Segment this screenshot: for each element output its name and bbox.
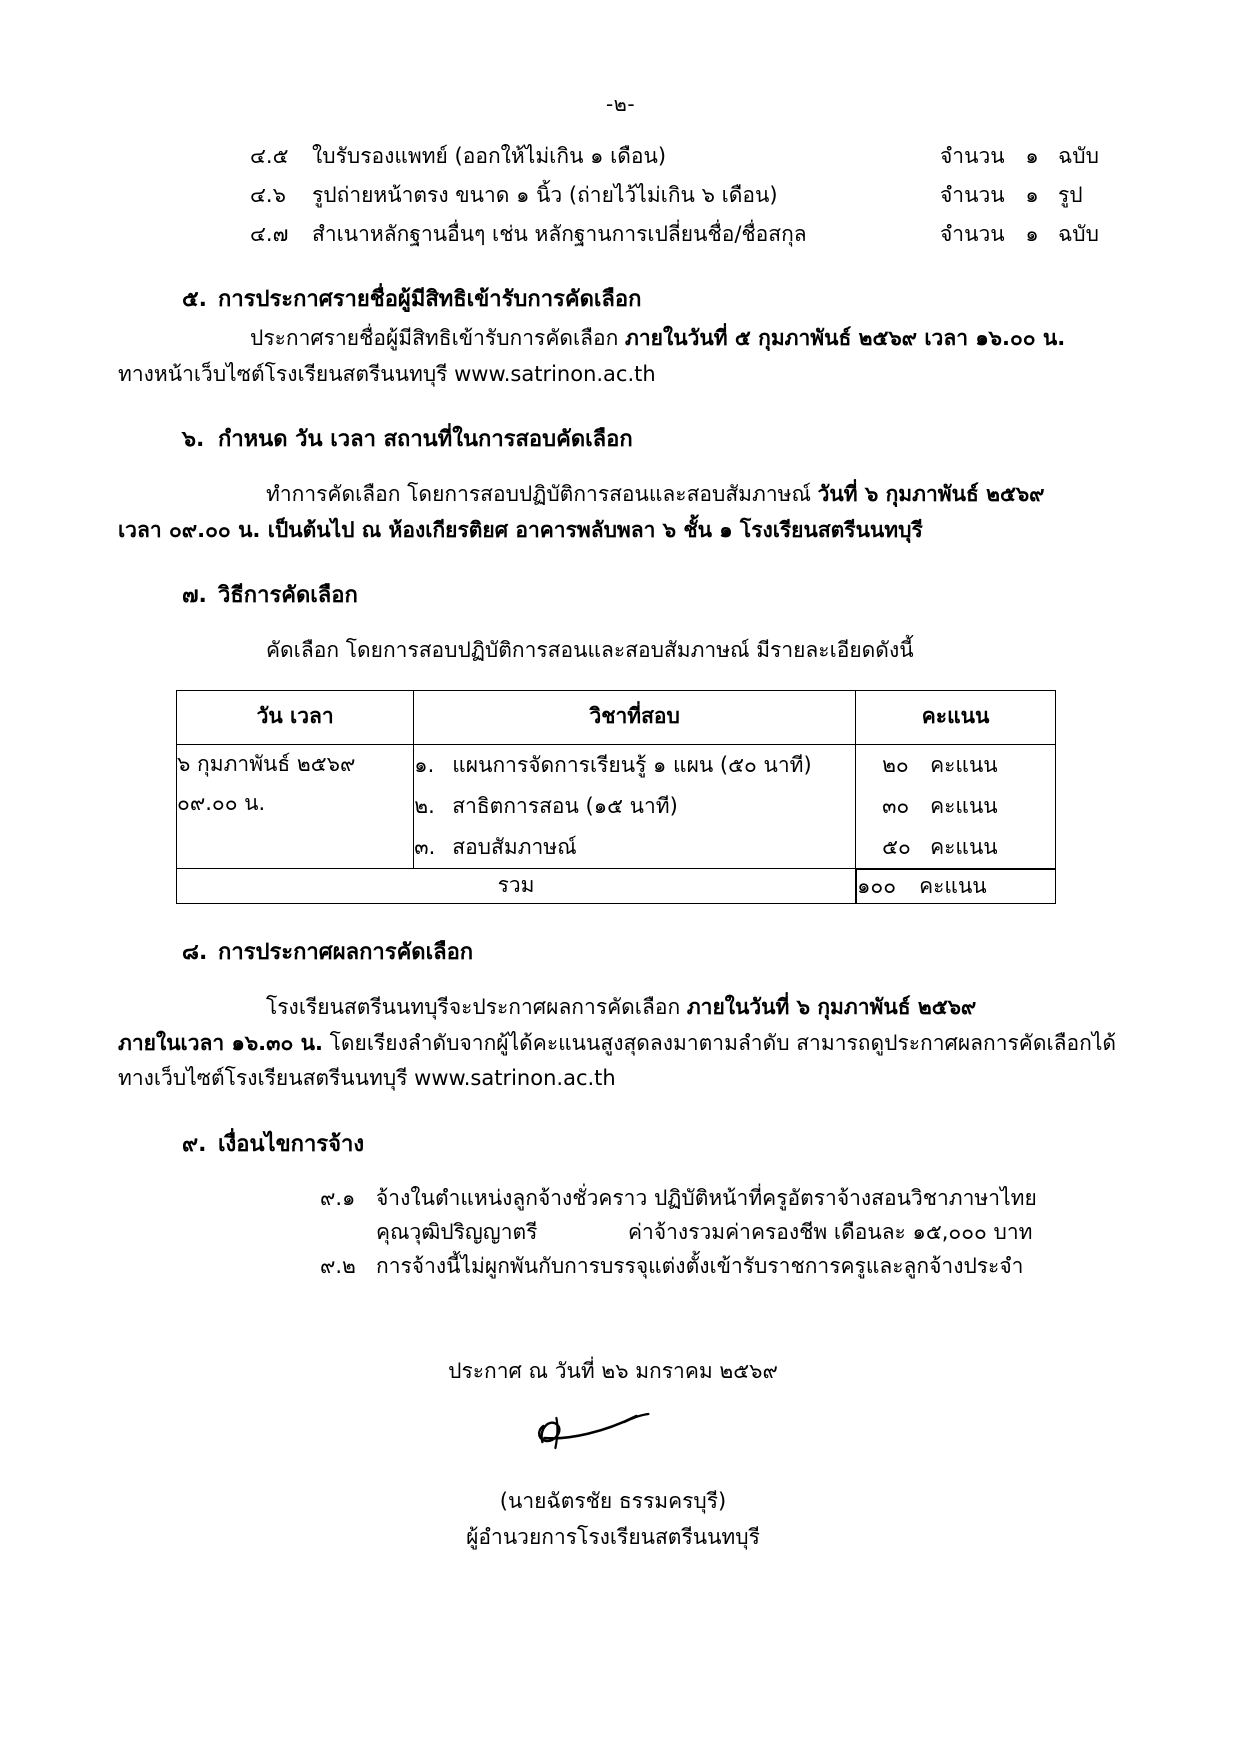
section5-paragraph xyxy=(118,322,1128,356)
section6-paragraph xyxy=(118,478,1128,512)
section7-text-1: คัดเลือก โดยการสอบปฏิบัติการสอนและสอบสัมภาษณ์ มีรายละเอียดดังนี้ xyxy=(266,638,914,663)
section8-website: ทางเว็บไซต์โรงเรียนสตรีนนทบุรี www.satrinon.ac.th xyxy=(118,1066,616,1091)
signature-area xyxy=(118,1388,1128,1484)
section6-bold-location: เวลา ๐๙.๐๐ น. เป็นต้นไป ณ ห้องเกียรติยศ อาคารพลับพลา ๖ ชั้น ๑ โรงเรียนสตรีนนทบุรี xyxy=(118,517,923,542)
section-number: ๕. xyxy=(182,287,208,312)
section-heading-6 xyxy=(118,421,1128,456)
list-item xyxy=(118,179,1128,212)
cell-daytime xyxy=(177,744,414,868)
score-value: ๕๐ xyxy=(882,834,911,859)
section-heading-9 xyxy=(118,1126,1128,1161)
document-body xyxy=(118,140,1128,1555)
section-title: วิธีการคัดเลือก xyxy=(218,583,358,609)
section8-website-line xyxy=(118,1062,1128,1096)
salary-line xyxy=(118,1215,1128,1249)
section7-paragraph xyxy=(118,634,1128,668)
table-total-row xyxy=(177,868,1056,904)
exam-date: ๖ กุมภาพันธ์ ๒๕๖๙ xyxy=(177,751,356,776)
sub-item-number: ๙.๒ xyxy=(320,1254,356,1279)
item-quantity xyxy=(940,179,1128,212)
item-text: รูปถ่ายหน้าตรง ขนาด ๑ นิ้ว (ถ่ายไว้ไม่เกิน ๖ เดือน) xyxy=(312,183,778,207)
signer-name: (นายฉัตรชัย ธรรมครบุรี) xyxy=(499,1489,727,1514)
section5-bold-date: ภายในวันที่ ๕ กุมภาพันธ์ ๒๕๖๙ เวลา ๑๖.๐๐ น. xyxy=(625,326,1066,350)
total-score-unit: คะแนน xyxy=(919,873,987,898)
table-body xyxy=(177,744,1056,903)
section-heading-7 xyxy=(118,577,1128,612)
section-title: การประกาศผลการคัดเลือก xyxy=(218,940,474,966)
section-heading-8 xyxy=(118,934,1128,969)
page-number: -๒- xyxy=(605,92,636,116)
item-text: ใบรับรองแพทย์ (ออกให้ไม่เกิน ๑ เดือน) xyxy=(312,144,667,168)
section6-bold-date: วันที่ ๖ กุมภาพันธ์ ๒๕๖๙ xyxy=(817,482,1045,507)
exam-schedule-table xyxy=(176,690,1056,904)
item-number: ๔.๖ xyxy=(250,183,286,207)
signature-mark-icon xyxy=(524,1398,694,1478)
total-label: รวม xyxy=(177,868,856,904)
signer-title: ผู้อำนวยการโรงเรียนสตรีนนทบุรี xyxy=(466,1524,760,1549)
degree-label: คุณวุฒิปริญญาตรี xyxy=(376,1220,538,1245)
section9-item-list xyxy=(118,1181,1128,1283)
subject-item xyxy=(414,786,855,827)
total-score-value: ๑๐๐ xyxy=(857,873,897,898)
quantity-label: จำนวน xyxy=(940,183,1005,207)
quantity-unit: รูป xyxy=(1058,183,1083,207)
attachment-item-list xyxy=(118,140,1128,251)
section8-paragraph xyxy=(118,991,1128,1025)
subject-number: ๒. xyxy=(414,793,435,818)
score-value: ๒๐ xyxy=(882,752,909,777)
item-quantity xyxy=(940,218,1128,251)
subject-text: สาธิตการสอน (๑๕ นาที) xyxy=(452,793,678,818)
item-text: สำเนาหลักฐานอื่นๆ เช่น หลักฐานการเปลี่ยนชื่อ/ชื่อสกุล xyxy=(312,222,807,246)
subject-item xyxy=(414,745,855,786)
section-number: ๖. xyxy=(182,427,205,453)
section-title: เงื่อนไขการจ้าง xyxy=(218,1132,365,1158)
section8-text-1: โรงเรียนสตรีนนทบุรีจะประกาศผลการคัดเลือก xyxy=(266,995,687,1020)
column-header-daytime: วัน เวลา xyxy=(177,690,414,744)
score-item xyxy=(856,827,1055,868)
score-item xyxy=(856,786,1055,827)
score-unit: คะแนน xyxy=(930,834,998,859)
section8-bold-time: ภายในเวลา ๑๖.๓๐ น. xyxy=(118,1030,323,1055)
table-header xyxy=(177,690,1056,744)
quantity-label: จำนวน xyxy=(940,222,1005,246)
section-number: ๘. xyxy=(182,940,208,966)
section8-text-2: โดยเรียงลำดับจากผู้ได้คะแนนสูงสุดลงมาตามลำดับ สามารถดูประกาศผลการคัดเลือกได้ xyxy=(322,1030,1117,1055)
sub-item-text: จ้างในตำแหน่งลูกจ้างชั่วคราว ปฏิบัติหน้าที่ครูอัตราจ้างสอนวิชาภาษาไทย xyxy=(376,1186,1037,1211)
salary-text: ค่าจ้างรวมค่าครองชีพ เดือนละ ๑๕,๐๐๐ บาท xyxy=(628,1220,1033,1245)
column-header-subject: วิชาที่สอบ xyxy=(414,690,856,744)
quantity-number: ๑ xyxy=(1025,183,1039,207)
quantity-unit: ฉบับ xyxy=(1058,222,1099,246)
section5-website-line xyxy=(118,358,1128,392)
section-heading-5 xyxy=(118,281,1128,316)
score-unit: คะแนน xyxy=(930,752,998,777)
quantity-number: ๑ xyxy=(1025,144,1039,168)
subject-text: แผนการจัดการเรียนรู้ ๑ แผน (๕๐ นาที) xyxy=(452,752,812,777)
section5-text-1: ประกาศรายชื่อผู้มีสิทธิเข้ารับการคัดเลือก xyxy=(250,326,626,350)
section6-text-1: ทำการคัดเลือก โดยการสอบปฏิบัติการสอนและสอบสัมภาษณ์ xyxy=(266,482,818,507)
table-row xyxy=(177,744,1056,868)
section8-paragraph-2 xyxy=(118,1027,1128,1061)
cell-subjects xyxy=(414,744,856,868)
item-number: ๔.๕ xyxy=(250,144,289,168)
quantity-unit: ฉบับ xyxy=(1058,144,1099,168)
subject-text: สอบสัมภาษณ์ xyxy=(452,834,577,859)
sub-item-number: ๙.๑ xyxy=(320,1186,356,1211)
list-item xyxy=(118,1181,1128,1215)
score-unit: คะแนน xyxy=(930,793,998,818)
announcement-date: ประกาศ ณ วันที่ ๒๖ มกราคม ๒๕๖๙ xyxy=(448,1359,778,1384)
section8-bold-date: ภายในวันที่ ๖ กุมภาพันธ์ ๒๕๖๙ xyxy=(686,995,977,1020)
section-number: ๙. xyxy=(182,1132,207,1158)
list-item xyxy=(118,140,1128,173)
score-item xyxy=(856,745,1055,786)
subject-item xyxy=(414,827,855,868)
list-item xyxy=(118,218,1128,251)
total-score-cell xyxy=(856,869,1055,904)
cell-scores xyxy=(856,744,1056,868)
quantity-label: จำนวน xyxy=(940,144,1005,168)
item-quantity xyxy=(940,140,1128,173)
list-item xyxy=(118,1249,1128,1283)
column-header-score: คะแนน xyxy=(856,690,1056,744)
section-number: ๗. xyxy=(182,583,207,609)
exam-time: ๐๙.๐๐ น. xyxy=(177,790,266,815)
score-value: ๓๐ xyxy=(882,793,910,818)
subject-number: ๓. xyxy=(414,834,436,859)
section-title: การประกาศรายชื่อผู้มีสิทธิเข้ารับการคัดเลือก xyxy=(218,287,642,312)
subject-number: ๑. xyxy=(414,752,435,777)
section6-location-line xyxy=(118,514,1128,548)
quantity-number: ๑ xyxy=(1025,222,1039,246)
table-header-row xyxy=(177,690,1056,744)
section5-website: ทางหน้าเว็บไซต์โรงเรียนสตรีนนทบุรี www.satrinon.ac.th xyxy=(118,361,656,386)
item-number: ๔.๗ xyxy=(250,222,289,246)
sub-item-text: การจ้างนี้ไม่ผูกพันกับการบรรจุแต่งตั้งเข้ารับราชการครูและลูกจ้างประจำ xyxy=(376,1254,1024,1279)
section-title: กำหนด วัน เวลา สถานที่ในการสอบคัดเลือก xyxy=(218,427,633,453)
